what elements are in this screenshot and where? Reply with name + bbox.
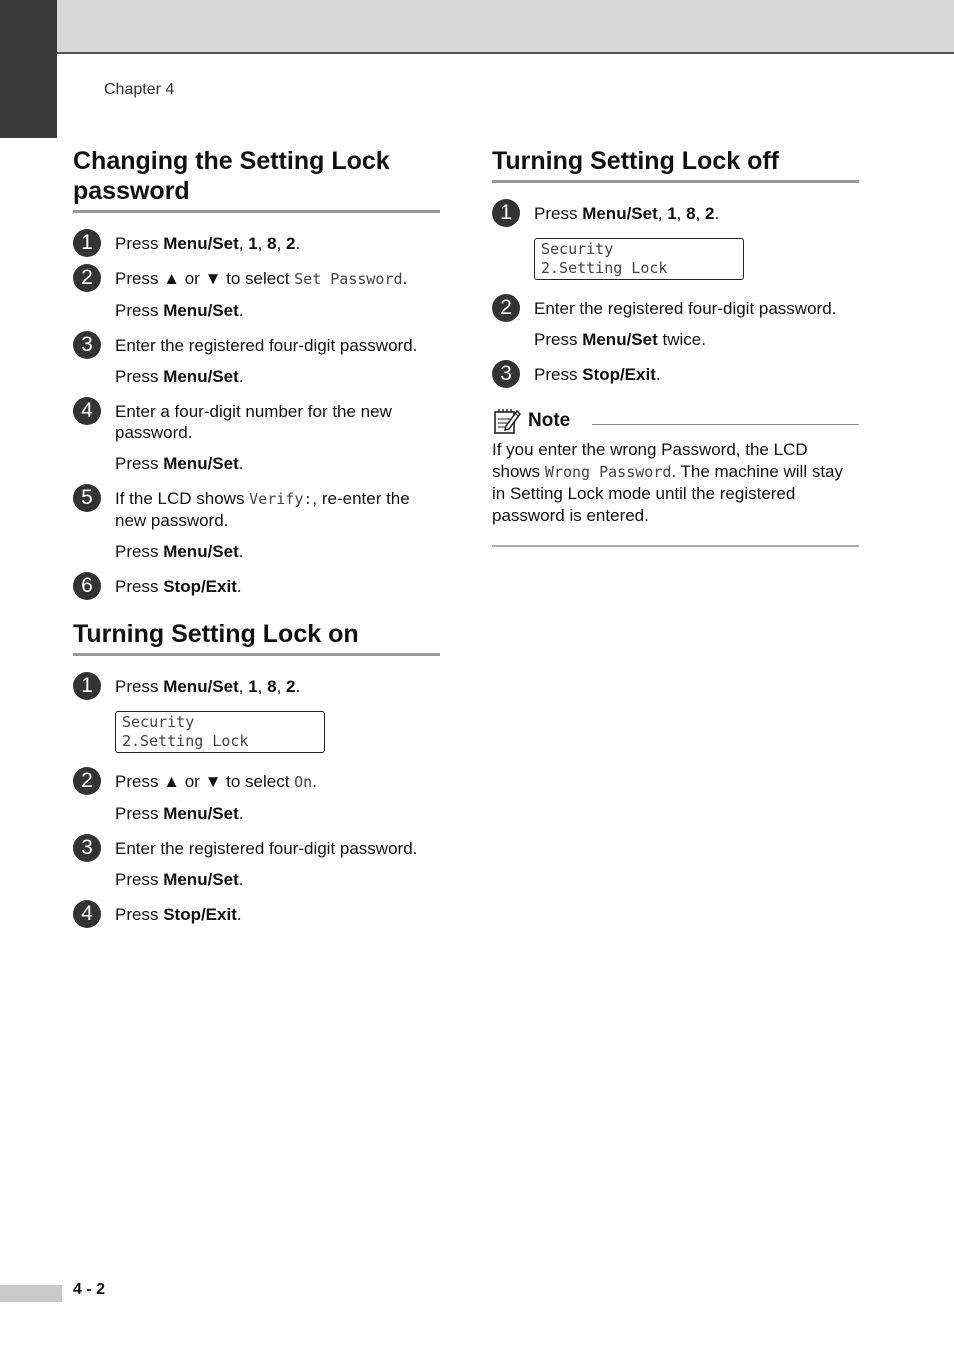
lock-off-steps [492,203,859,224]
step-number-badge: 4 [73,900,101,928]
step-3: 3 Press Stop/Exit. [492,364,859,385]
chapter-tab [0,0,57,138]
right-column [492,146,859,547]
step-number-badge: 1 [73,672,101,700]
step-number-badge: 3 [73,834,101,862]
lock-on-steps-continued [73,771,440,925]
header-band [0,0,954,54]
note-header [492,405,859,437]
step-4: 4 Press Stop/Exit. [73,904,440,925]
notepad-pencil-icon [492,406,522,436]
lcd-display [115,711,325,753]
section-lock-on [73,619,440,925]
lcd-text: Set Password [294,270,403,288]
section-title-lock-on: Turning Setting Lock on [73,619,440,656]
step-number-badge: 4 [73,397,101,425]
note-title: Note [528,410,571,431]
lcd-line-2: 2.Setting Lock [541,259,668,277]
page-number: 4 - 2 [73,1281,106,1298]
section-title-change-password: Changing the Setting Lock password [73,146,440,213]
footer-bar [0,1285,62,1302]
change-password-steps [73,233,440,597]
note-box [492,405,859,547]
step-1: 1 Press Menu/Set, 1, 8, 2. [492,203,859,224]
step-number-badge: 5 [73,484,101,512]
step-number-badge: 6 [73,572,101,600]
left-column [73,146,440,939]
step-1: 1 Press Menu/Set, 1, 8, 2. [73,676,440,697]
lcd-line-1: Security [541,240,614,258]
step-2: 2 Enter the registered four-digit password. Press Menu/Set twice. [492,298,859,350]
chapter-label: Chapter 4 [104,81,175,98]
lcd-display [534,238,744,280]
lcd-line-2: 2.Setting Lock [122,732,249,750]
lcd-text: Verify: [249,490,313,508]
step-1: 1 Press Menu/Set, 1, 8, 2. [73,233,440,254]
step-3: 3 Enter the registered four-digit password. Press Menu/Set. [73,335,440,387]
step-number-badge: 1 [73,229,101,257]
step-4: 4 Enter a four-digit number for the new password. Press Menu/Set. [73,401,440,474]
step-2: 2 Press ▲ or ▼ to select Set Password. Press Menu/Set. [73,268,440,321]
step-number-badge: 1 [492,199,520,227]
step-number-badge: 3 [492,360,520,388]
step-3: 3 Enter the registered four-digit password. Press Menu/Set. [73,838,440,890]
step-number-badge: 2 [492,294,520,322]
section-title-lock-off: Turning Setting Lock off [492,146,859,183]
step-2: 2 Press ▲ or ▼ to select On. Press Menu/Set. [73,771,440,824]
lcd-text: On [294,773,313,791]
lock-off-steps-continued [492,298,859,385]
note-rule [592,424,859,425]
step-5: 5 If the LCD shows Verify:, re-enter the new password. Press Menu/Set. [73,488,440,562]
step-number-badge: 2 [73,264,101,292]
step-6: 6 Press Stop/Exit. [73,576,440,597]
note-text: If you enter the wrong Password, the LCD shows Wrong Password. The machine will stay in Setting Lock mode until the registered password is entered. [492,440,844,525]
lcd-line-1: Security [122,713,195,731]
step-number-badge: 3 [73,331,101,359]
lcd-text: Wrong Password [544,463,672,481]
lock-on-steps [73,676,440,697]
step-number-badge: 2 [73,767,101,795]
